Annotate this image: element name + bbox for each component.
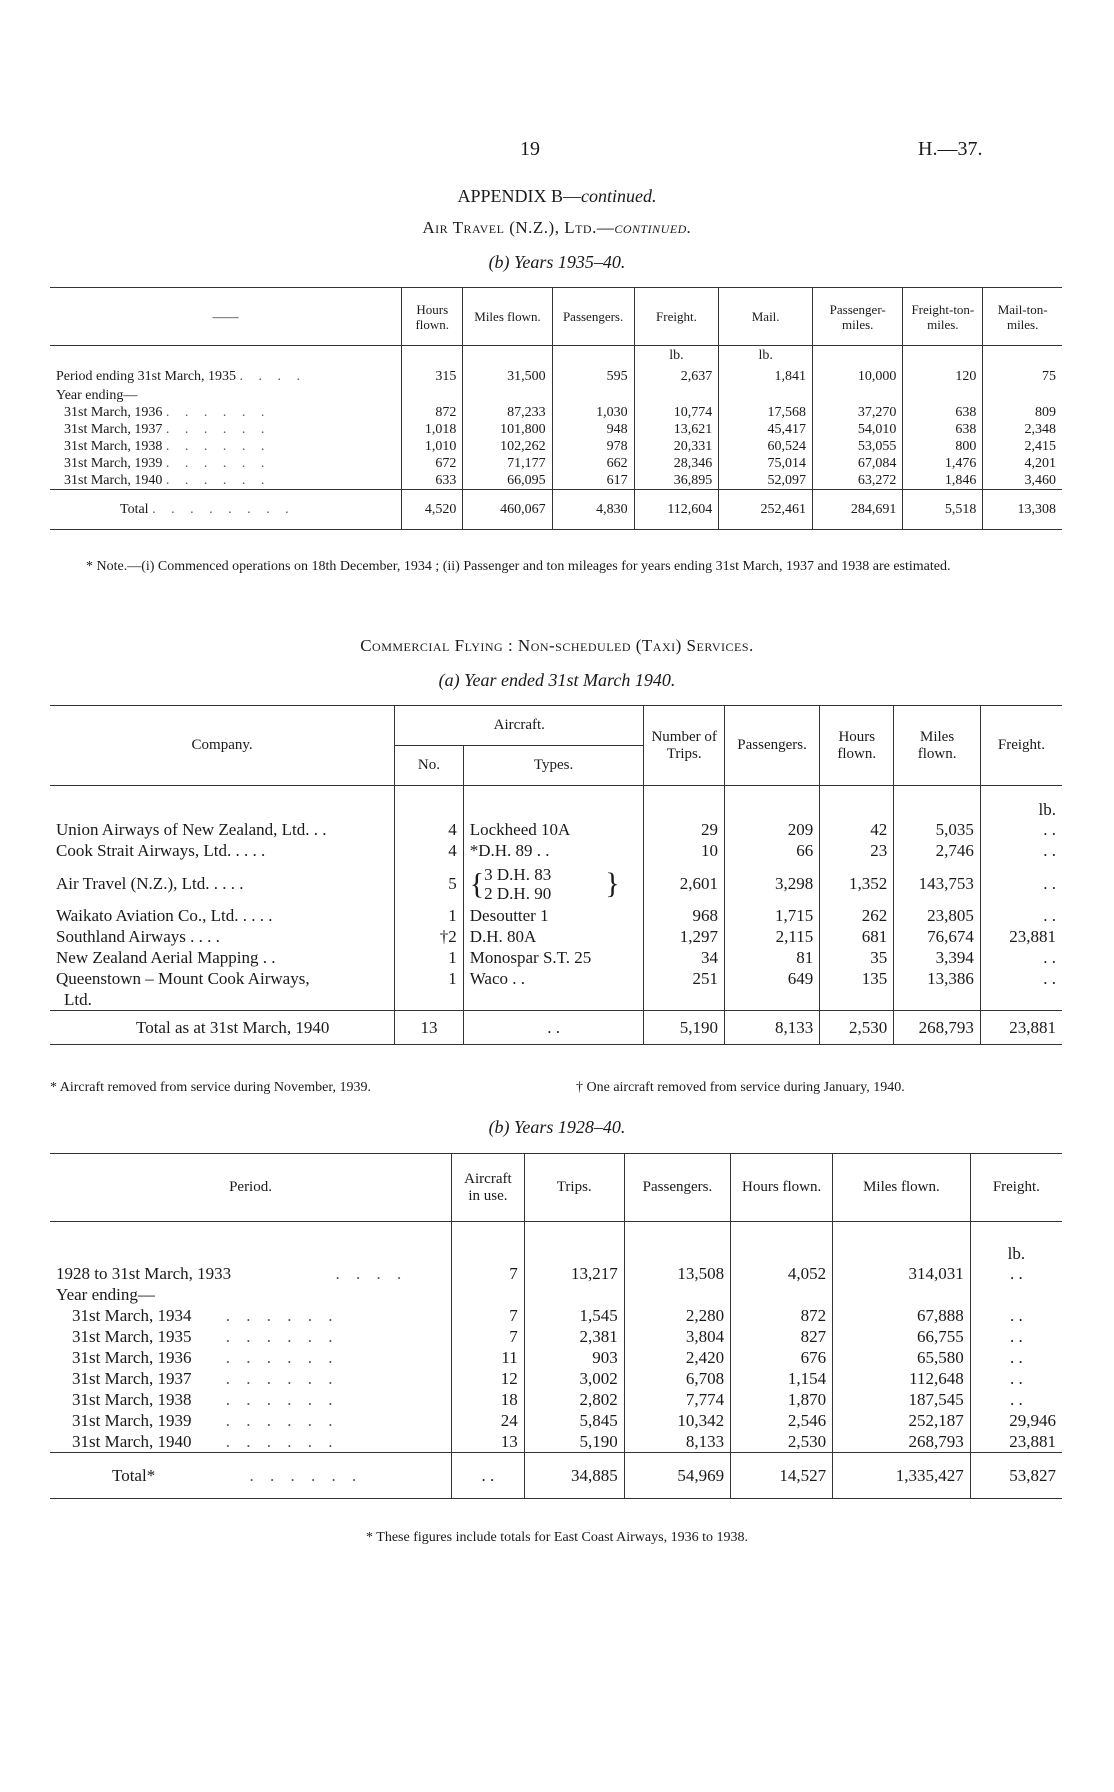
cell: 1,010 bbox=[402, 439, 463, 456]
total-row bbox=[50, 1011, 1062, 1045]
cell: 13,508 bbox=[624, 1264, 730, 1285]
leader-dots: . . . . . . bbox=[165, 456, 271, 471]
row-label: 31st March, 1936 bbox=[64, 405, 163, 420]
table-row bbox=[50, 948, 1062, 969]
leader-dots: . . . . . . bbox=[249, 1465, 363, 1485]
leader-dots: . . . . . . bbox=[165, 422, 271, 437]
row-label: 31st March, 1940 bbox=[64, 472, 163, 488]
aircraft-count: 1 bbox=[395, 906, 464, 927]
company-name: Queenstown – Mount Cook Airways, bbox=[56, 969, 310, 988]
cell: 1,018 bbox=[402, 422, 463, 439]
cell: 66,095 bbox=[463, 473, 552, 490]
cell: 13,386 bbox=[894, 969, 981, 990]
cell: 75 bbox=[983, 366, 1062, 388]
cell: 2,381 bbox=[524, 1327, 624, 1348]
table-row bbox=[50, 1348, 1062, 1369]
leader-dots: . . . . . . bbox=[165, 439, 271, 454]
table-row bbox=[50, 422, 1062, 439]
aircraft-types: Desoutter 1 bbox=[463, 906, 644, 927]
section1-title-text: Air Travel (N.Z.), Ltd.— bbox=[422, 218, 615, 237]
cell: 1,715 bbox=[724, 906, 819, 927]
cell: 800 bbox=[903, 439, 983, 456]
cell: . . bbox=[980, 841, 1062, 862]
t3-header-passengers: Passengers. bbox=[624, 1154, 730, 1222]
cell: 23,881 bbox=[980, 927, 1062, 948]
section1-title bbox=[0, 218, 1114, 238]
cell: . . bbox=[970, 1306, 1062, 1327]
table-row bbox=[50, 862, 1062, 906]
brace-left-icon: { bbox=[469, 867, 485, 900]
table-row bbox=[50, 927, 1062, 948]
cell: 4,201 bbox=[983, 456, 1062, 473]
cell: 23,805 bbox=[894, 906, 981, 927]
t3-freight-unit: lb. bbox=[970, 1222, 1062, 1264]
company-name: Union Airways of New Zealand, Ltd. . . bbox=[56, 820, 327, 839]
t2-header-trips: Number of Trips. bbox=[644, 706, 725, 786]
row-label: Period ending 31st March, 1935 bbox=[56, 368, 237, 384]
cell: 681 bbox=[820, 927, 894, 948]
total-cell: 5,518 bbox=[903, 490, 983, 530]
taxi-services-table bbox=[50, 705, 1062, 1045]
cell: 7,774 bbox=[624, 1390, 730, 1411]
cell: 5,845 bbox=[524, 1411, 624, 1432]
total-cell: 1,335,427 bbox=[833, 1453, 971, 1499]
section3-subtitle: (b) Years 1928–40. bbox=[488, 1117, 626, 1137]
aircraft-count: †2 bbox=[395, 927, 464, 948]
row-label: 31st March, 1934 bbox=[72, 1306, 192, 1325]
leader-dots: . . . . . . bbox=[225, 1431, 339, 1451]
cell: 3,394 bbox=[894, 948, 981, 969]
leader-dots: . . . . . . bbox=[225, 1327, 339, 1346]
table-row bbox=[50, 841, 1062, 862]
t1-header-mail-ton-miles: Mail-ton-miles. bbox=[983, 288, 1062, 346]
t2-header-no: No. bbox=[395, 746, 464, 786]
cell: 13,621 bbox=[634, 422, 719, 439]
cell: 638 bbox=[903, 422, 983, 439]
cell: . . bbox=[970, 1327, 1062, 1348]
t3-header-hours: Hours flown. bbox=[731, 1154, 833, 1222]
cell: 10 bbox=[644, 841, 725, 862]
cell: 7 bbox=[452, 1327, 525, 1348]
aircraft-types: D.H. 80A bbox=[463, 927, 644, 948]
cell: 3,002 bbox=[524, 1369, 624, 1390]
cell: 63,272 bbox=[813, 473, 903, 490]
cell: 1,846 bbox=[903, 473, 983, 490]
aircraft-count: 4 bbox=[395, 841, 464, 862]
cell: 6,708 bbox=[624, 1369, 730, 1390]
table-row bbox=[50, 1411, 1062, 1432]
aircraft-types: Monospar S.T. 25 bbox=[463, 948, 644, 969]
cell: 2,115 bbox=[724, 927, 819, 948]
total-cell: 460,067 bbox=[463, 490, 552, 530]
cell: 2,637 bbox=[634, 366, 719, 388]
aircraft-types: 3 D.H. 83 bbox=[484, 864, 552, 884]
t3-header-miles: Miles flown. bbox=[833, 1154, 971, 1222]
document-reference: H.—37. bbox=[918, 138, 983, 160]
row-label: Year ending— bbox=[56, 1285, 155, 1304]
table-row bbox=[50, 1390, 1062, 1411]
leader-dots: . . . . . . bbox=[165, 472, 271, 488]
row-label: 31st March, 1940 bbox=[72, 1431, 192, 1451]
cell: 24 bbox=[452, 1411, 525, 1432]
t3-header-freight: Freight. bbox=[970, 1154, 1062, 1222]
cell: 11 bbox=[452, 1348, 525, 1369]
company-name: New Zealand Aerial Mapping . . bbox=[56, 948, 276, 967]
cell: 2,420 bbox=[624, 1348, 730, 1369]
cell: . . bbox=[980, 906, 1062, 927]
cell: 87,233 bbox=[463, 405, 552, 422]
cell: 101,800 bbox=[463, 422, 552, 439]
total-cell: 268,793 bbox=[894, 1011, 981, 1045]
cell: 662 bbox=[552, 456, 634, 473]
leader-dots: . . . . . . bbox=[225, 1348, 339, 1367]
cell: 29 bbox=[644, 820, 725, 841]
t2-header-hours: Hours flown. bbox=[820, 706, 894, 786]
cell: 37,270 bbox=[813, 405, 903, 422]
cell: 1,870 bbox=[731, 1390, 833, 1411]
cell: 120 bbox=[903, 366, 983, 388]
section1-title-continued: continued. bbox=[614, 218, 692, 237]
t2-header-freight: Freight. bbox=[980, 706, 1062, 786]
aircraft-count: 5 bbox=[395, 862, 464, 906]
cell: 827 bbox=[731, 1327, 833, 1348]
cell: 66,755 bbox=[833, 1327, 971, 1348]
table-row bbox=[50, 1432, 1062, 1453]
section1-subtitle: (b) Years 1935–40. bbox=[488, 252, 626, 272]
cell: 13 bbox=[452, 1432, 525, 1453]
cell: 1,154 bbox=[731, 1369, 833, 1390]
cell: 23,881 bbox=[970, 1432, 1062, 1453]
cell: 268,793 bbox=[833, 1432, 971, 1453]
cell: . . bbox=[980, 820, 1062, 841]
total-row bbox=[50, 1453, 1062, 1499]
row-label: 31st March, 1938 bbox=[72, 1390, 192, 1409]
cell: 7 bbox=[452, 1306, 525, 1327]
aircraft-types-group bbox=[463, 862, 644, 906]
leader-dots: . . . . . . bbox=[225, 1390, 339, 1409]
total-cell: 34,885 bbox=[524, 1453, 624, 1499]
cell: 17,568 bbox=[719, 405, 813, 422]
table-row bbox=[50, 1264, 1062, 1285]
cell: 676 bbox=[731, 1348, 833, 1369]
cell: 1,297 bbox=[644, 927, 725, 948]
cell: 968 bbox=[644, 906, 725, 927]
cell: 3,804 bbox=[624, 1327, 730, 1348]
aircraft-count: 4 bbox=[395, 820, 464, 841]
air-travel-years-table bbox=[50, 287, 1062, 530]
t1-header-freight-ton-miles: Freight-ton-miles. bbox=[903, 288, 983, 346]
table3-note: * These figures include totals for East Coast Airways, 1936 to 1938. bbox=[366, 1530, 748, 1545]
cell: 52,097 bbox=[719, 473, 813, 490]
table2-note-right: † One aircraft removed from service during January, 1940. bbox=[576, 1080, 905, 1095]
cell: 903 bbox=[524, 1348, 624, 1369]
cell: 2,348 bbox=[983, 422, 1062, 439]
cell: . . bbox=[970, 1369, 1062, 1390]
row-label: 1928 to 31st March, 1933 bbox=[56, 1264, 232, 1283]
cell: 45,417 bbox=[719, 422, 813, 439]
cell: 187,545 bbox=[833, 1390, 971, 1411]
cell: 10,774 bbox=[634, 405, 719, 422]
total-cell: 8,133 bbox=[724, 1011, 819, 1045]
total-cell: 112,604 bbox=[634, 490, 719, 530]
cell: 948 bbox=[552, 422, 634, 439]
table-row bbox=[50, 820, 1062, 841]
cell: 20,331 bbox=[634, 439, 719, 456]
table-row bbox=[50, 439, 1062, 456]
row-label: 31st March, 1939 bbox=[72, 1411, 192, 1430]
row-label: 31st March, 1939 bbox=[64, 456, 163, 471]
cell: 872 bbox=[731, 1306, 833, 1327]
row-label: 31st March, 1936 bbox=[72, 1348, 192, 1367]
cell: 1,030 bbox=[552, 405, 634, 422]
cell: 29,946 bbox=[970, 1411, 1062, 1432]
cell: 36,895 bbox=[634, 473, 719, 490]
cell: 2,280 bbox=[624, 1306, 730, 1327]
cell: 2,415 bbox=[983, 439, 1062, 456]
cell: 10,342 bbox=[624, 1411, 730, 1432]
cell: . . bbox=[970, 1390, 1062, 1411]
company-name: Waikato Aviation Co., Ltd. . . . . bbox=[56, 906, 273, 925]
leader-dots: . . . . . . . . bbox=[152, 501, 295, 517]
taxi-services-years-table bbox=[50, 1153, 1062, 1499]
cell: 67,084 bbox=[813, 456, 903, 473]
cell: 633 bbox=[402, 473, 463, 490]
cell: 5,035 bbox=[894, 820, 981, 841]
t2-header-types: Types. bbox=[463, 746, 644, 786]
t2-header-miles: Miles flown. bbox=[894, 706, 981, 786]
leader-dots: . . . . bbox=[335, 1264, 408, 1283]
brace-right-icon: } bbox=[605, 867, 620, 900]
aircraft-types-stack bbox=[484, 865, 551, 903]
cell: 34 bbox=[644, 948, 725, 969]
t2-header-company: Company. bbox=[50, 706, 395, 786]
cell: . . bbox=[970, 1264, 1062, 1285]
appendix-title-text: APPENDIX B— bbox=[457, 186, 582, 206]
total-cell: 4,520 bbox=[402, 490, 463, 530]
cell: 7 bbox=[452, 1264, 525, 1285]
total-row bbox=[50, 490, 1062, 530]
total-cell: . . bbox=[452, 1453, 525, 1499]
cell: 76,674 bbox=[894, 927, 981, 948]
cell: 54,010 bbox=[813, 422, 903, 439]
cell: 112,648 bbox=[833, 1369, 971, 1390]
total-cell: 14,527 bbox=[731, 1453, 833, 1499]
total-cell: 13 bbox=[395, 1011, 464, 1045]
cell: 2,530 bbox=[731, 1432, 833, 1453]
cell: . . bbox=[980, 862, 1062, 906]
cell: 872 bbox=[402, 405, 463, 422]
cell: 809 bbox=[983, 405, 1062, 422]
company-name: Air Travel (N.Z.), Ltd. . . . . bbox=[56, 873, 244, 893]
cell: 649 bbox=[724, 969, 819, 990]
cell: 13,217 bbox=[524, 1264, 624, 1285]
cell: 978 bbox=[552, 439, 634, 456]
total-label: Total* bbox=[112, 1465, 156, 1485]
cell: 8,133 bbox=[624, 1432, 730, 1453]
t3-header-trips: Trips. bbox=[524, 1154, 624, 1222]
row-label: 31st March, 1937 bbox=[72, 1369, 192, 1388]
company-name: Southland Airways . . . . bbox=[56, 927, 220, 946]
aircraft-types: Lockheed 10A bbox=[463, 820, 644, 841]
table-row bbox=[50, 1285, 1062, 1306]
total-cell: 5,190 bbox=[644, 1011, 725, 1045]
aircraft-types: Waco . . bbox=[463, 969, 644, 990]
table-row bbox=[50, 366, 1062, 388]
cell: 314,031 bbox=[833, 1264, 971, 1285]
cell: 4,052 bbox=[731, 1264, 833, 1285]
table-row bbox=[50, 388, 1062, 405]
cell: 66 bbox=[724, 841, 819, 862]
cell: 135 bbox=[820, 969, 894, 990]
aircraft-count: 1 bbox=[395, 948, 464, 969]
cell: 672 bbox=[402, 456, 463, 473]
cell: 262 bbox=[820, 906, 894, 927]
total-cell: 252,461 bbox=[719, 490, 813, 530]
table-row bbox=[50, 473, 1062, 490]
cell: 71,177 bbox=[463, 456, 552, 473]
cell: 252,187 bbox=[833, 1411, 971, 1432]
t1-header-miles: Miles flown. bbox=[463, 288, 552, 346]
cell: 42 bbox=[820, 820, 894, 841]
company-name-continued: Ltd. bbox=[64, 989, 92, 1009]
t1-header-freight: Freight. bbox=[634, 288, 719, 346]
cell: 5,190 bbox=[524, 1432, 624, 1453]
t2-header-passengers: Passengers. bbox=[724, 706, 819, 786]
section2-subtitle: (a) Year ended 31st March 1940. bbox=[438, 670, 676, 690]
table-row bbox=[50, 969, 1062, 990]
cell: 12 bbox=[452, 1369, 525, 1390]
cell: 617 bbox=[552, 473, 634, 490]
cell: 2,746 bbox=[894, 841, 981, 862]
t1-freight-unit: lb. bbox=[634, 346, 719, 366]
total-label: Total bbox=[120, 501, 149, 517]
t1-mail-unit: lb. bbox=[719, 346, 813, 366]
table-row bbox=[50, 990, 1062, 1011]
t1-header-blank: —— bbox=[50, 288, 402, 346]
t1-header-passengers: Passengers. bbox=[552, 288, 634, 346]
total-cell: 4,830 bbox=[552, 490, 634, 530]
table-row bbox=[50, 405, 1062, 422]
t1-header-mail: Mail. bbox=[719, 288, 813, 346]
cell: 143,753 bbox=[894, 862, 981, 906]
cell: 10,000 bbox=[813, 366, 903, 388]
table-row bbox=[50, 906, 1062, 927]
cell: 638 bbox=[903, 405, 983, 422]
cell: . . bbox=[980, 948, 1062, 969]
cell: 35 bbox=[820, 948, 894, 969]
total-cell: 13,308 bbox=[983, 490, 1062, 530]
t1-header-passenger-miles: Passenger-miles. bbox=[813, 288, 903, 346]
t3-header-period: Period. bbox=[50, 1154, 452, 1222]
table-row bbox=[50, 456, 1062, 473]
cell: . . bbox=[970, 1348, 1062, 1369]
t2-header-aircraft: Aircraft. bbox=[395, 706, 644, 746]
total-cell: 53,827 bbox=[970, 1453, 1062, 1499]
cell: 1,476 bbox=[903, 456, 983, 473]
t3-header-aircraft: Aircraft in use. bbox=[452, 1154, 525, 1222]
cell: 315 bbox=[402, 366, 463, 388]
t2-freight-unit: lb. bbox=[980, 786, 1062, 820]
cell: 60,524 bbox=[719, 439, 813, 456]
leader-dots: . . . . . . bbox=[225, 1411, 339, 1430]
cell: 67,888 bbox=[833, 1306, 971, 1327]
cell: 75,014 bbox=[719, 456, 813, 473]
cell: 2,546 bbox=[731, 1411, 833, 1432]
cell: 31,500 bbox=[463, 366, 552, 388]
aircraft-count: 1 bbox=[395, 969, 464, 990]
cell: 23 bbox=[820, 841, 894, 862]
total-label: Total as at 31st March, 1940 bbox=[50, 1011, 395, 1045]
row-label: Year ending— bbox=[56, 388, 138, 403]
cell: . . bbox=[980, 969, 1062, 990]
leader-dots: . . . . . . bbox=[225, 1306, 339, 1325]
cell: 1,841 bbox=[719, 366, 813, 388]
cell: 595 bbox=[552, 366, 634, 388]
row-label: 31st March, 1935 bbox=[72, 1327, 192, 1346]
cell: 2,802 bbox=[524, 1390, 624, 1411]
total-cell: 2,530 bbox=[820, 1011, 894, 1045]
cell: 28,346 bbox=[634, 456, 719, 473]
leader-dots: . . . . bbox=[239, 368, 307, 384]
cell: 1,545 bbox=[524, 1306, 624, 1327]
total-cell: 284,691 bbox=[813, 490, 903, 530]
cell: 81 bbox=[724, 948, 819, 969]
cell: 18 bbox=[452, 1390, 525, 1411]
cell: 3,460 bbox=[983, 473, 1062, 490]
total-cell: . . bbox=[463, 1011, 644, 1045]
cell: 65,580 bbox=[833, 1348, 971, 1369]
total-cell: 54,969 bbox=[624, 1453, 730, 1499]
total-cell: 23,881 bbox=[980, 1011, 1062, 1045]
company-name: Cook Strait Airways, Ltd. . . . . bbox=[56, 841, 266, 860]
row-label: 31st March, 1938 bbox=[64, 439, 163, 454]
cell: 3,298 bbox=[724, 862, 819, 906]
row-label: 31st March, 1937 bbox=[64, 422, 163, 437]
section2-title: Commercial Flying : Non-scheduled (Taxi) Services. bbox=[360, 636, 754, 655]
leader-dots: . . . . . . bbox=[225, 1369, 339, 1388]
table1-note: * Note.—(i) Commenced operations on 18th December, 1934 ; (ii) Passenger and ton mileages for years ending 31st March, 1937 and 1938 are estimated. bbox=[86, 559, 951, 574]
cell: 102,262 bbox=[463, 439, 552, 456]
table-row bbox=[50, 1327, 1062, 1348]
leader-dots: . . . . . . bbox=[165, 405, 271, 420]
aircraft-types: *D.H. 89 . . bbox=[463, 841, 644, 862]
appendix-title bbox=[0, 186, 1114, 207]
cell: 1,352 bbox=[820, 862, 894, 906]
cell: 2,601 bbox=[644, 862, 725, 906]
t1-header-hours: Hours flown. bbox=[402, 288, 463, 346]
cell: 209 bbox=[724, 820, 819, 841]
cell: 53,055 bbox=[813, 439, 903, 456]
table-row bbox=[50, 1306, 1062, 1327]
page-number: 19 bbox=[520, 138, 540, 160]
table2-note-left: * Aircraft removed from service during November, 1939. bbox=[50, 1080, 371, 1095]
cell: 251 bbox=[644, 969, 725, 990]
aircraft-types: 2 D.H. 90 bbox=[484, 883, 552, 903]
table-row bbox=[50, 1369, 1062, 1390]
appendix-title-continued: continued. bbox=[581, 186, 657, 206]
